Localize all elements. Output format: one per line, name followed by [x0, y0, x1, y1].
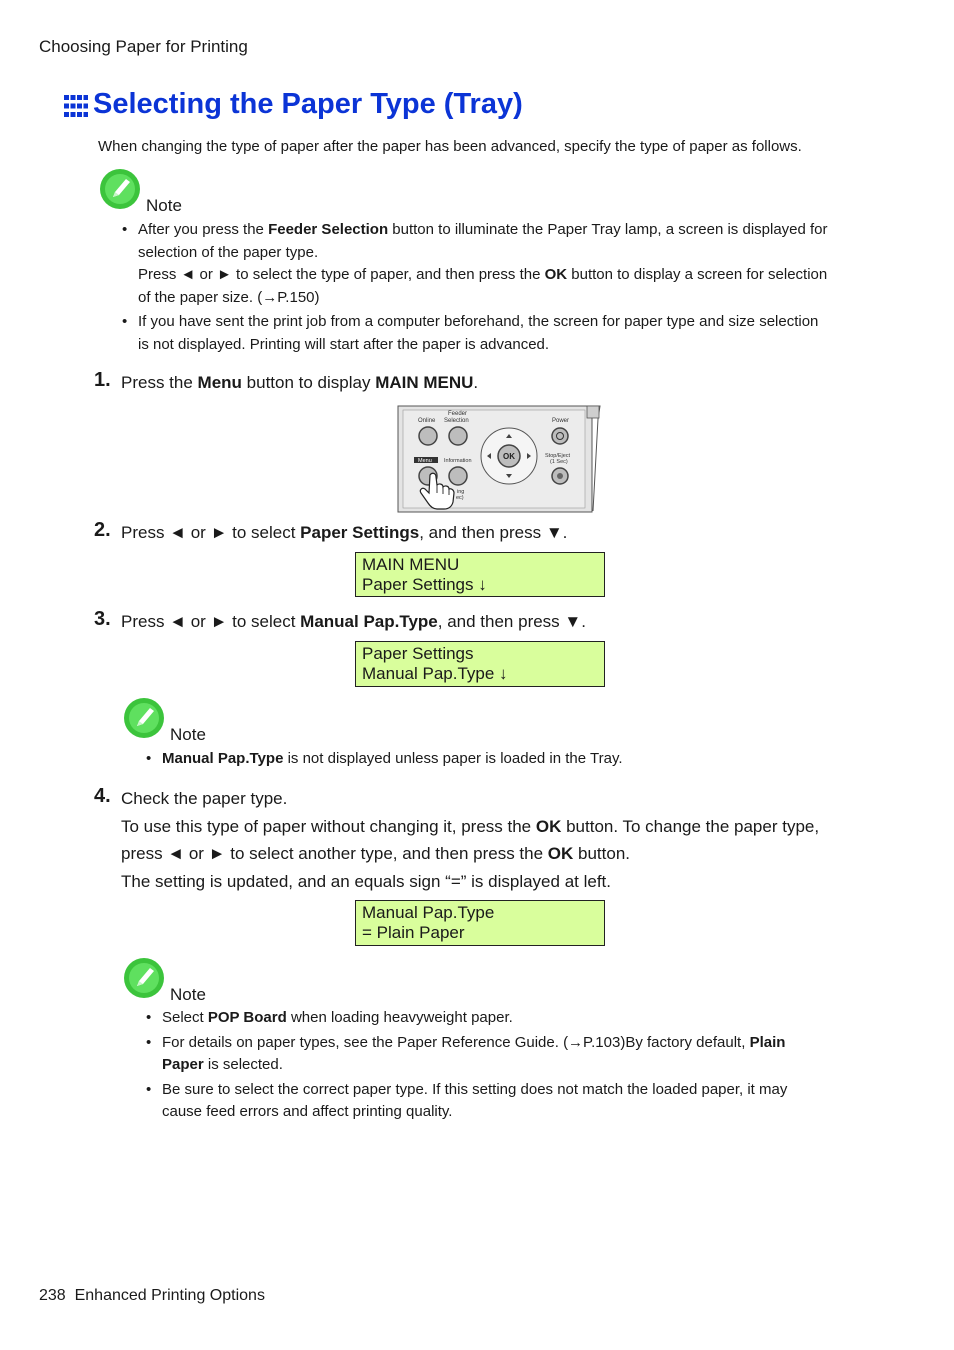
feeder-label: Feeder — [448, 411, 468, 417]
lcd-display: Paper Settings Manual Pap.Type ↓ — [355, 641, 605, 687]
intro-text: When changing the type of paper after the paper has been advanced, specify the type of paper as follows. — [98, 138, 802, 155]
menu-label: Menu — [418, 458, 432, 464]
note-pencil-icon — [123, 957, 165, 999]
feeder-selection-button[interactable] — [449, 427, 467, 445]
step-text: Press ◄ or ► to select Manual Pap.Type, and then press ▼. — [121, 612, 586, 631]
footer-section: Enhanced Printing Options — [74, 1287, 265, 1304]
note-item: • If you have sent the print job from a computer beforehand, the screen for paper type and size selection is not displayed. Printing will start after the paper is advanced. — [122, 313, 819, 353]
note-label: Note — [146, 196, 182, 215]
step-paragraph: To use this type of paper without changing it, press the OK button. To change the paper type, — [121, 817, 820, 836]
control-panel-illustration — [397, 405, 601, 513]
step-paragraph: The setting is updated, and an equals sign “=” is displayed at left. — [121, 872, 611, 891]
grid-icon — [64, 95, 88, 117]
step-number: 3. — [94, 608, 111, 630]
note-list — [146, 748, 902, 773]
stop-eject-label: Stop/Eject — [545, 453, 571, 459]
note-item: • For details on paper types, see the Paper Reference Guide. (→P.103)By factory default, Plain Paper is selected. — [146, 1033, 786, 1073]
svg-text:ec): ec) — [456, 495, 464, 501]
note-list — [146, 1007, 902, 1126]
information-label: Information — [444, 458, 472, 464]
power-button[interactable] — [552, 428, 568, 444]
svg-text:OK: OK — [503, 452, 515, 461]
note-label: Note — [170, 985, 206, 1004]
note-item: • After you press the Feeder Selection button to illuminate the Paper Tray lamp, a screen is displayed for selection of the paper type. Press ◄ or ► to select the type of paper, and then press the OK button to display a screen for selection of the paper size. (→P.150) — [122, 221, 828, 306]
stop-icon — [557, 473, 563, 479]
information-button[interactable] — [449, 467, 467, 485]
page-title: Selecting the Paper Type (Tray) — [93, 88, 523, 120]
step-text: Press the Menu button to display MAIN MENU. — [121, 373, 479, 392]
note-label: Note — [170, 725, 206, 744]
svg-text:(1 Sec): (1 Sec) — [550, 459, 568, 465]
svg-text:ing: ing — [457, 489, 465, 495]
page-footer — [39, 1287, 265, 1305]
note-item: • Select POP Board when loading heavyweight paper. — [146, 1009, 513, 1026]
step-text: Press ◄ or ► to select Paper Settings, and then press ▼. — [121, 523, 568, 542]
note-item: • Be sure to select the correct paper type. If this setting does not match the loaded paper, it may cause feed errors and affect printing quality. — [146, 1080, 788, 1120]
power-label: Power — [552, 418, 570, 424]
note-list — [122, 219, 898, 358]
online-label: Online — [418, 418, 436, 424]
note-item: • Manual Pap.Type is not displayed unless paper is loaded in the Tray. — [146, 750, 623, 767]
lcd-display: Manual Pap.Type = Plain Paper — [355, 900, 605, 946]
step-number: 1. — [94, 369, 111, 391]
page-number: 238 — [39, 1287, 66, 1304]
step-text: Check the paper type. — [121, 789, 288, 808]
step-paragraph: press ◄ or ► to select another type, and then press the OK button. — [121, 844, 630, 863]
lcd-display: MAIN MENU Paper Settings ↓ — [355, 552, 605, 597]
step-number: 2. — [94, 519, 111, 541]
online-button[interactable] — [419, 427, 437, 445]
running-header: Choosing Paper for Printing — [39, 37, 248, 56]
note-pencil-icon — [123, 697, 165, 739]
note-pencil-icon — [99, 168, 141, 210]
step-number: 4. — [94, 785, 111, 807]
feeder-label-2: Selection — [444, 418, 469, 424]
